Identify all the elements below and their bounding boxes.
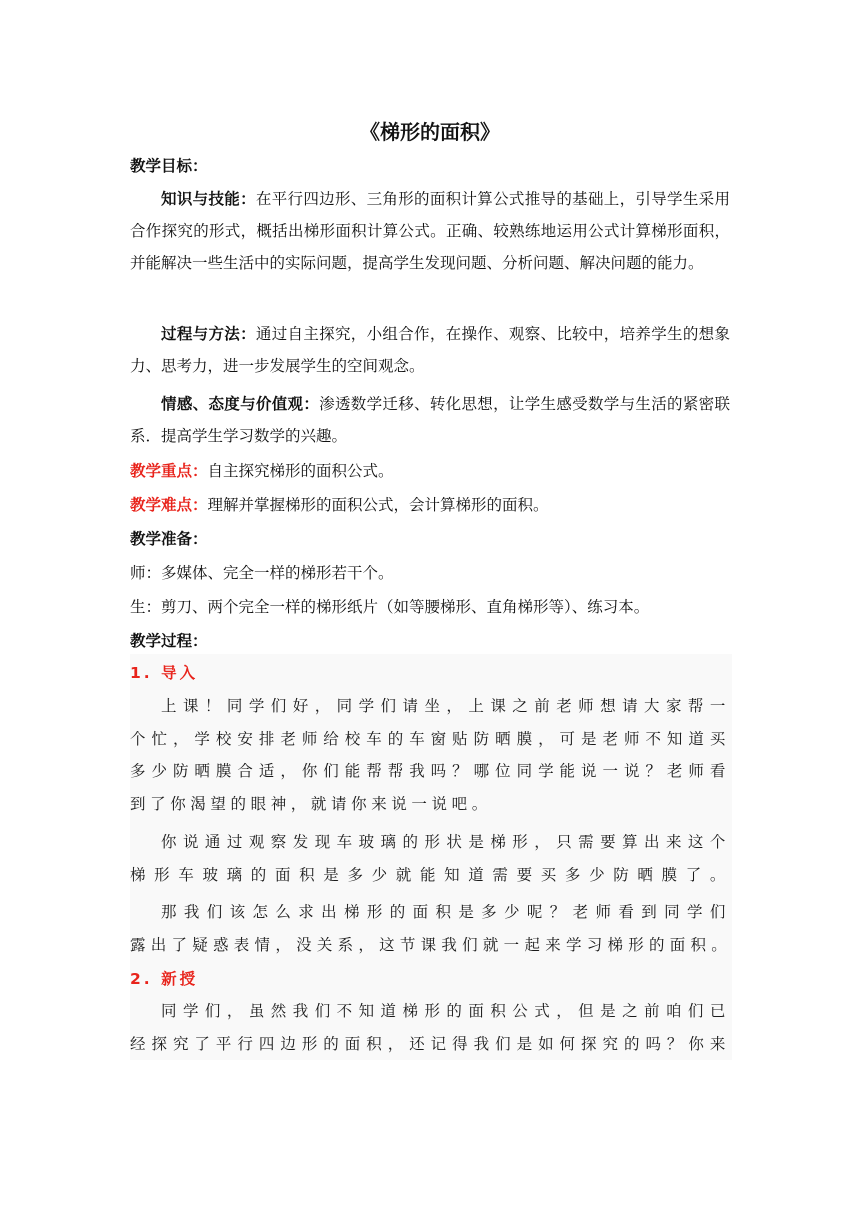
- goal-emotion-label: 情感、态度与价值观：: [161, 395, 320, 413]
- section-1-paragraph-1: [130, 690, 730, 820]
- goal-emotion-text: 渗透数学迁移、转化思想，让学生感受数学与生活的紧密联系．提高学生学习数学的兴趣。: [130, 395, 730, 445]
- goal-emotion-paragraph: [130, 388, 730, 452]
- section-1-p1-line: 个忙，学校安排老师给校车的车窗贴防晒膜，可是老师不知道买: [130, 729, 730, 748]
- goal-process-text: 通过自主探究，小组合作，在操作、观察、比较中，培养学生的想象力、思考力，进一步发展学生的空间观念。: [130, 325, 730, 375]
- goal-process-label: 过程与方法：: [161, 325, 256, 343]
- difficulty-label: 教学难点：: [130, 496, 208, 514]
- document-title: 《梯形的面积》: [360, 120, 500, 144]
- section-2-p1-line: 同学们，虽然我们不知道梯形的面积公式，但是之前咱们已: [161, 1002, 730, 1020]
- goals-heading: 教学目标：: [130, 157, 208, 175]
- prep-student: 生：剪刀、两个完全一样的梯形纸片（如等腰梯形、直角梯形等）、练习本。: [130, 598, 650, 616]
- section-1-p2-line: 你说通过观察发现车玻璃的形状是梯形，只需要算出来这个: [161, 833, 730, 851]
- key-point-text: 自主探究梯形的面积公式。: [207, 462, 394, 480]
- prep-teacher: 师：多媒体、完全一样的梯形若干个。: [130, 564, 394, 582]
- section-1-paragraph-3: [130, 896, 730, 961]
- prep-heading: 教学准备：: [130, 530, 208, 548]
- key-point-line: [130, 455, 730, 487]
- section-2-paragraph-1: [130, 995, 730, 1060]
- section-1-p2-line: 梯形车玻璃的面积是多少就能知道需要买多少防晒膜了。: [130, 865, 730, 884]
- key-point-label: 教学重点：: [130, 462, 208, 480]
- difficulty-line: [130, 489, 730, 521]
- process-heading: 教学过程：: [130, 632, 208, 650]
- section-1-p3-line: 那我们该怎么求出梯形的面积是多少呢？老师看到同学们: [161, 903, 730, 921]
- goal-knowledge-label: 知识与技能：: [161, 190, 256, 208]
- goal-process-paragraph: [130, 318, 730, 382]
- difficulty-text: 理解并掌握梯形的面积公式，会计算梯形的面积。: [207, 496, 549, 514]
- goal-knowledge-paragraph: [130, 183, 730, 279]
- section-2-p1-line: 经探究了平行四边形的面积，还记得我们是如何探究的吗？你来: [130, 1034, 730, 1053]
- section-1-p1-line: 多少防晒膜合适，你们能帮帮我吗？哪位同学能说一说？老师看: [130, 762, 730, 780]
- section-1-p3-line: 露出了疑惑表情，没关系，这节课我们就一起来学习梯形的面积。: [130, 935, 730, 954]
- section-1-p1-line: 到了你渴望的眼神，就请你来说一说吧。: [130, 794, 492, 813]
- section-1-p1-line: 上课！同学们好，同学们请坐，上课之前老师想请大家帮一: [161, 697, 730, 715]
- section-1-paragraph-2: [130, 826, 730, 891]
- section-1-title: 1. 导入: [130, 664, 199, 682]
- goal-knowledge-text: 在平行四边形、三角形的面积计算公式推导的基础上，引导学生采用合作探究的形式，概括出梯形面积计算公式。正确、较熟练地运用公式计算梯形面积，并能解决一些生活中的实际问题，提高学生发现问题、分析问题、解决问题的能力。: [130, 190, 730, 272]
- section-2-title: 2. 新授: [130, 970, 199, 988]
